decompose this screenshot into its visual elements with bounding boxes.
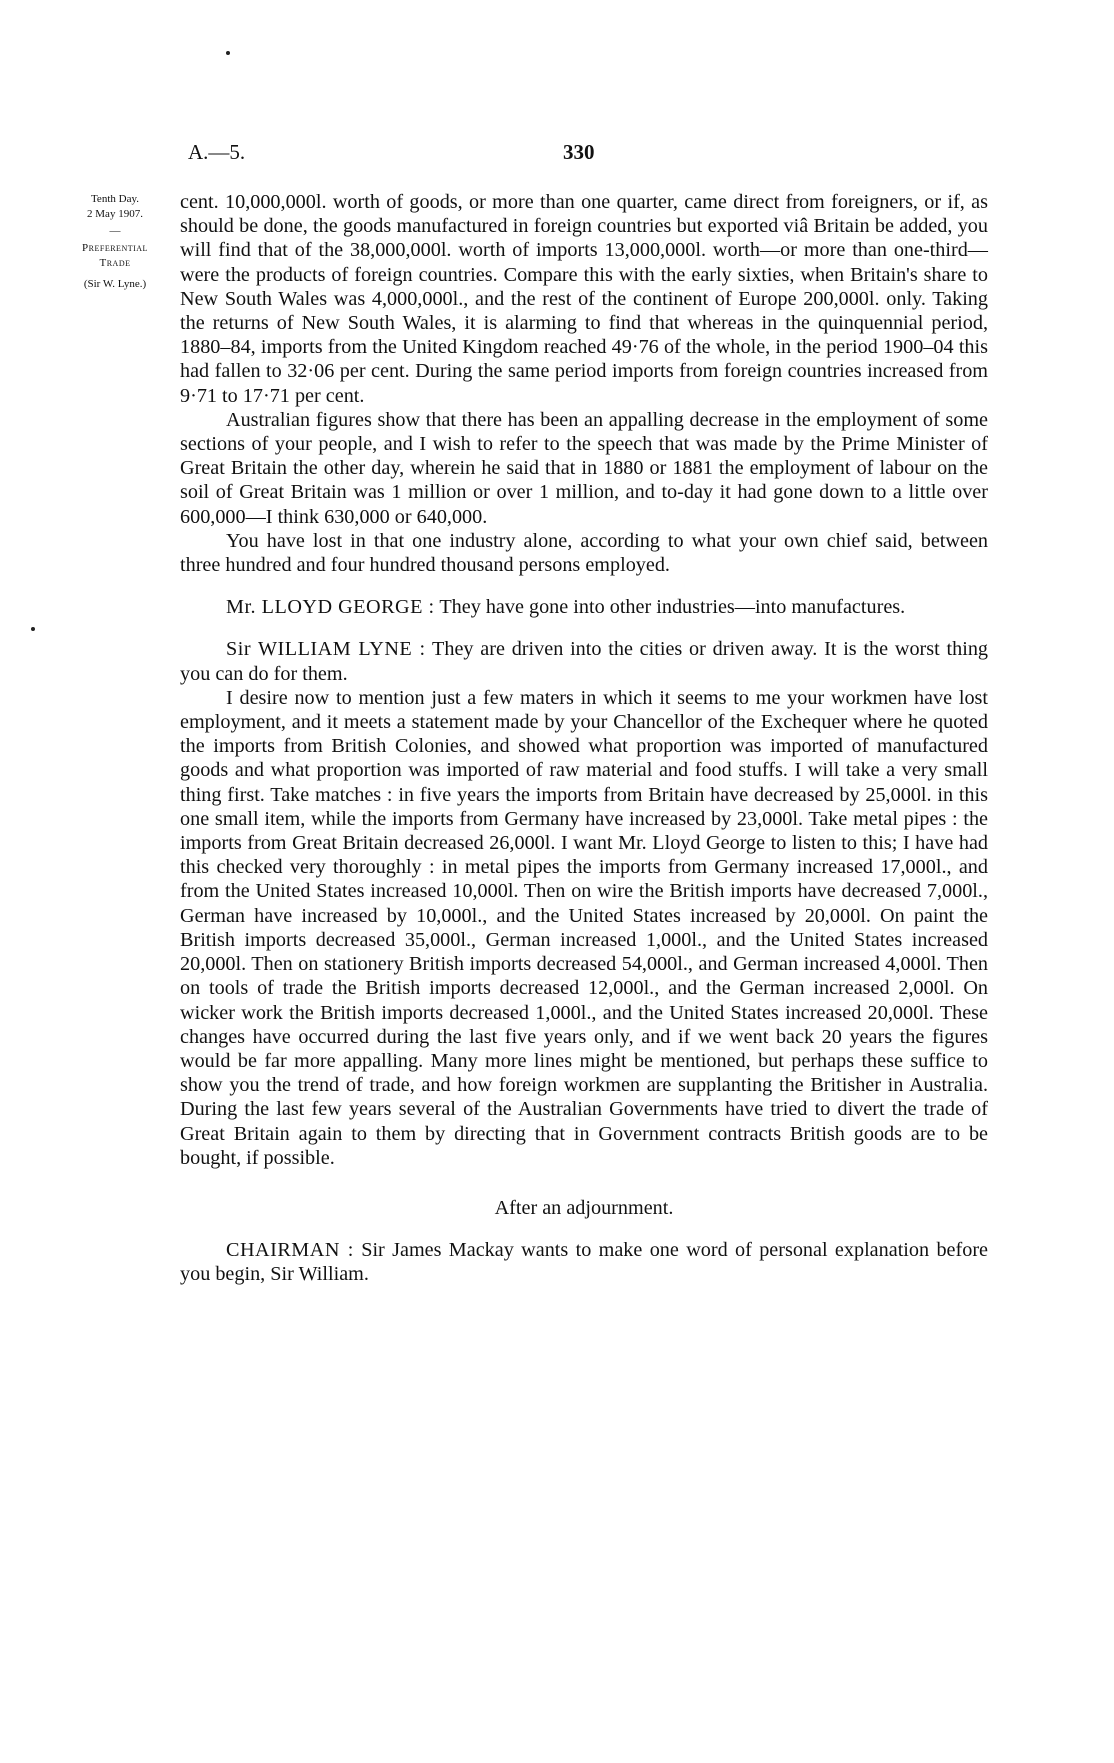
margin-date: 2 May 1907. [87,208,143,220]
paragraph-2: Australian figures show that there has been an appalling decrease in the employment of some sections of your people, and I wish to refer to the speech that was made by the Prime Minister of Great Britain the other day, wherein he said that in 1880 or 1881 the employment of labour on the soil of Great Britain was 1 million or over 1 million, and to-day it had gone down to a little over 600,000—I think 630,000 or 640,000. [180,408,988,528]
margin-subject-line2: Trade [99,257,131,269]
page-number: 330 [563,140,595,164]
scan-speck-top [226,51,230,55]
speech-lloyd-george [180,595,988,619]
paragraph-1: cent. 10,000,000l. worth of goods, or more than one quarter, came direct from foreigners, or if, as should be done, the goods manufactured in foreign countries but exported viâ Britain be added, you will find that of the 38,000,000l. worth of imports 13,000,000l. worth—or more than one-third—were the products of foreign countries. Compare this with the early sixties, when Britain's share to New South Wales was 4,000,000l., and the rest of the continent of Europe 200,000l. only. Taking the returns of New South Wales, it is alarming to find that whereas in the quinquennial period, 1880–84, imports from the United Kingdom reached 49·76 of the whole, in the period 1900–04 this had fallen to 32·06 per cent. During the same period imports from foreign countries increased from 9·71 to 17·71 per cent. [180,191,988,407]
speech-chairman [180,1238,988,1286]
speech-text: They have gone into other industries—into manufactures. [439,596,906,619]
margin-subject-line1: Preferential [82,242,148,254]
margin-note [60,192,170,292]
margin-day: Tenth Day. [90,193,139,205]
speaker-name: Sir WILLIAM LYNE : [226,638,426,661]
paragraph-6: I desire now to mention just a few maters in which it seems to me your workmen have lost employment, and it meets a statement made by your Chancellor of the Exchequer where he quoted the imports from British Colonies, and showed what proportion was imported of manufactured goods and what proportion was imported of raw material and food stuffs. I will take a very small thing first. Take matches : in five years the imports from Britain have decreased by 25,000l. in this one small item, while the imports from Germany have increased by 23,000l. Take metal pipes : the imports from Great Britain decreased 26,000l. I want Mr. Lloyd George to listen to this; I have had this checked very thoroughly : in metal pipes the imports from Germany increased 17,000l., and from the United States increased 10,000l. Then on wire the British imports have decreased 7,000l., German have increased by 10,000l., and the United States increased by 20,000l. On paint the British imports decreased 35,000l., German increased 1,000l., and the United States increased 20,000l. Then on stationery British imports decreased 54,000l., and German increased 4,000l. Then on tools of trade the British imports decreased 12,000l., and the German increased 2,000l. On wicker work the British imports decreased 1,000l., and the United States increased 20,000l. These changes have occurred during the last five years only, and if we went back 20 years the figures would be far more appalling. Many more lines might be mentioned, but perhaps these suffice to show you the trend of trade, and how foreign workmen are supplanting the Britisher in Australia. During the last few years several of the Australian Governments have tried to divert the trade of Great Britain again to them by directing that in Government contracts British goods are to be bought, if possible. [180,686,988,1169]
speech-text: They are driven into the cities or driven away. It is the worst thing you can do for them. [180,638,989,685]
scan-speck-left [31,627,35,631]
document-reference: A.—5. [188,140,246,164]
speaker-name: Mr. LLOYD GEORGE : [226,596,435,619]
margin-speaker: (Sir W. Lyne.) [83,278,147,290]
paragraph-3: You have lost in that one industry alone, according to what your own chief said, between three hundred and four hundred thousand persons employed. [180,529,988,577]
margin-dash: — [109,225,121,237]
page-header [188,140,978,170]
adjournment-note: After an adjournment. [494,1196,674,1219]
speech-william-lyne [180,637,988,685]
body-text [180,190,988,1287]
speech-text: Sir James Mackay wants to make one word of personal explanation before you begin, Sir William. [180,1239,988,1286]
speaker-name: CHAIRMAN : [226,1239,354,1262]
